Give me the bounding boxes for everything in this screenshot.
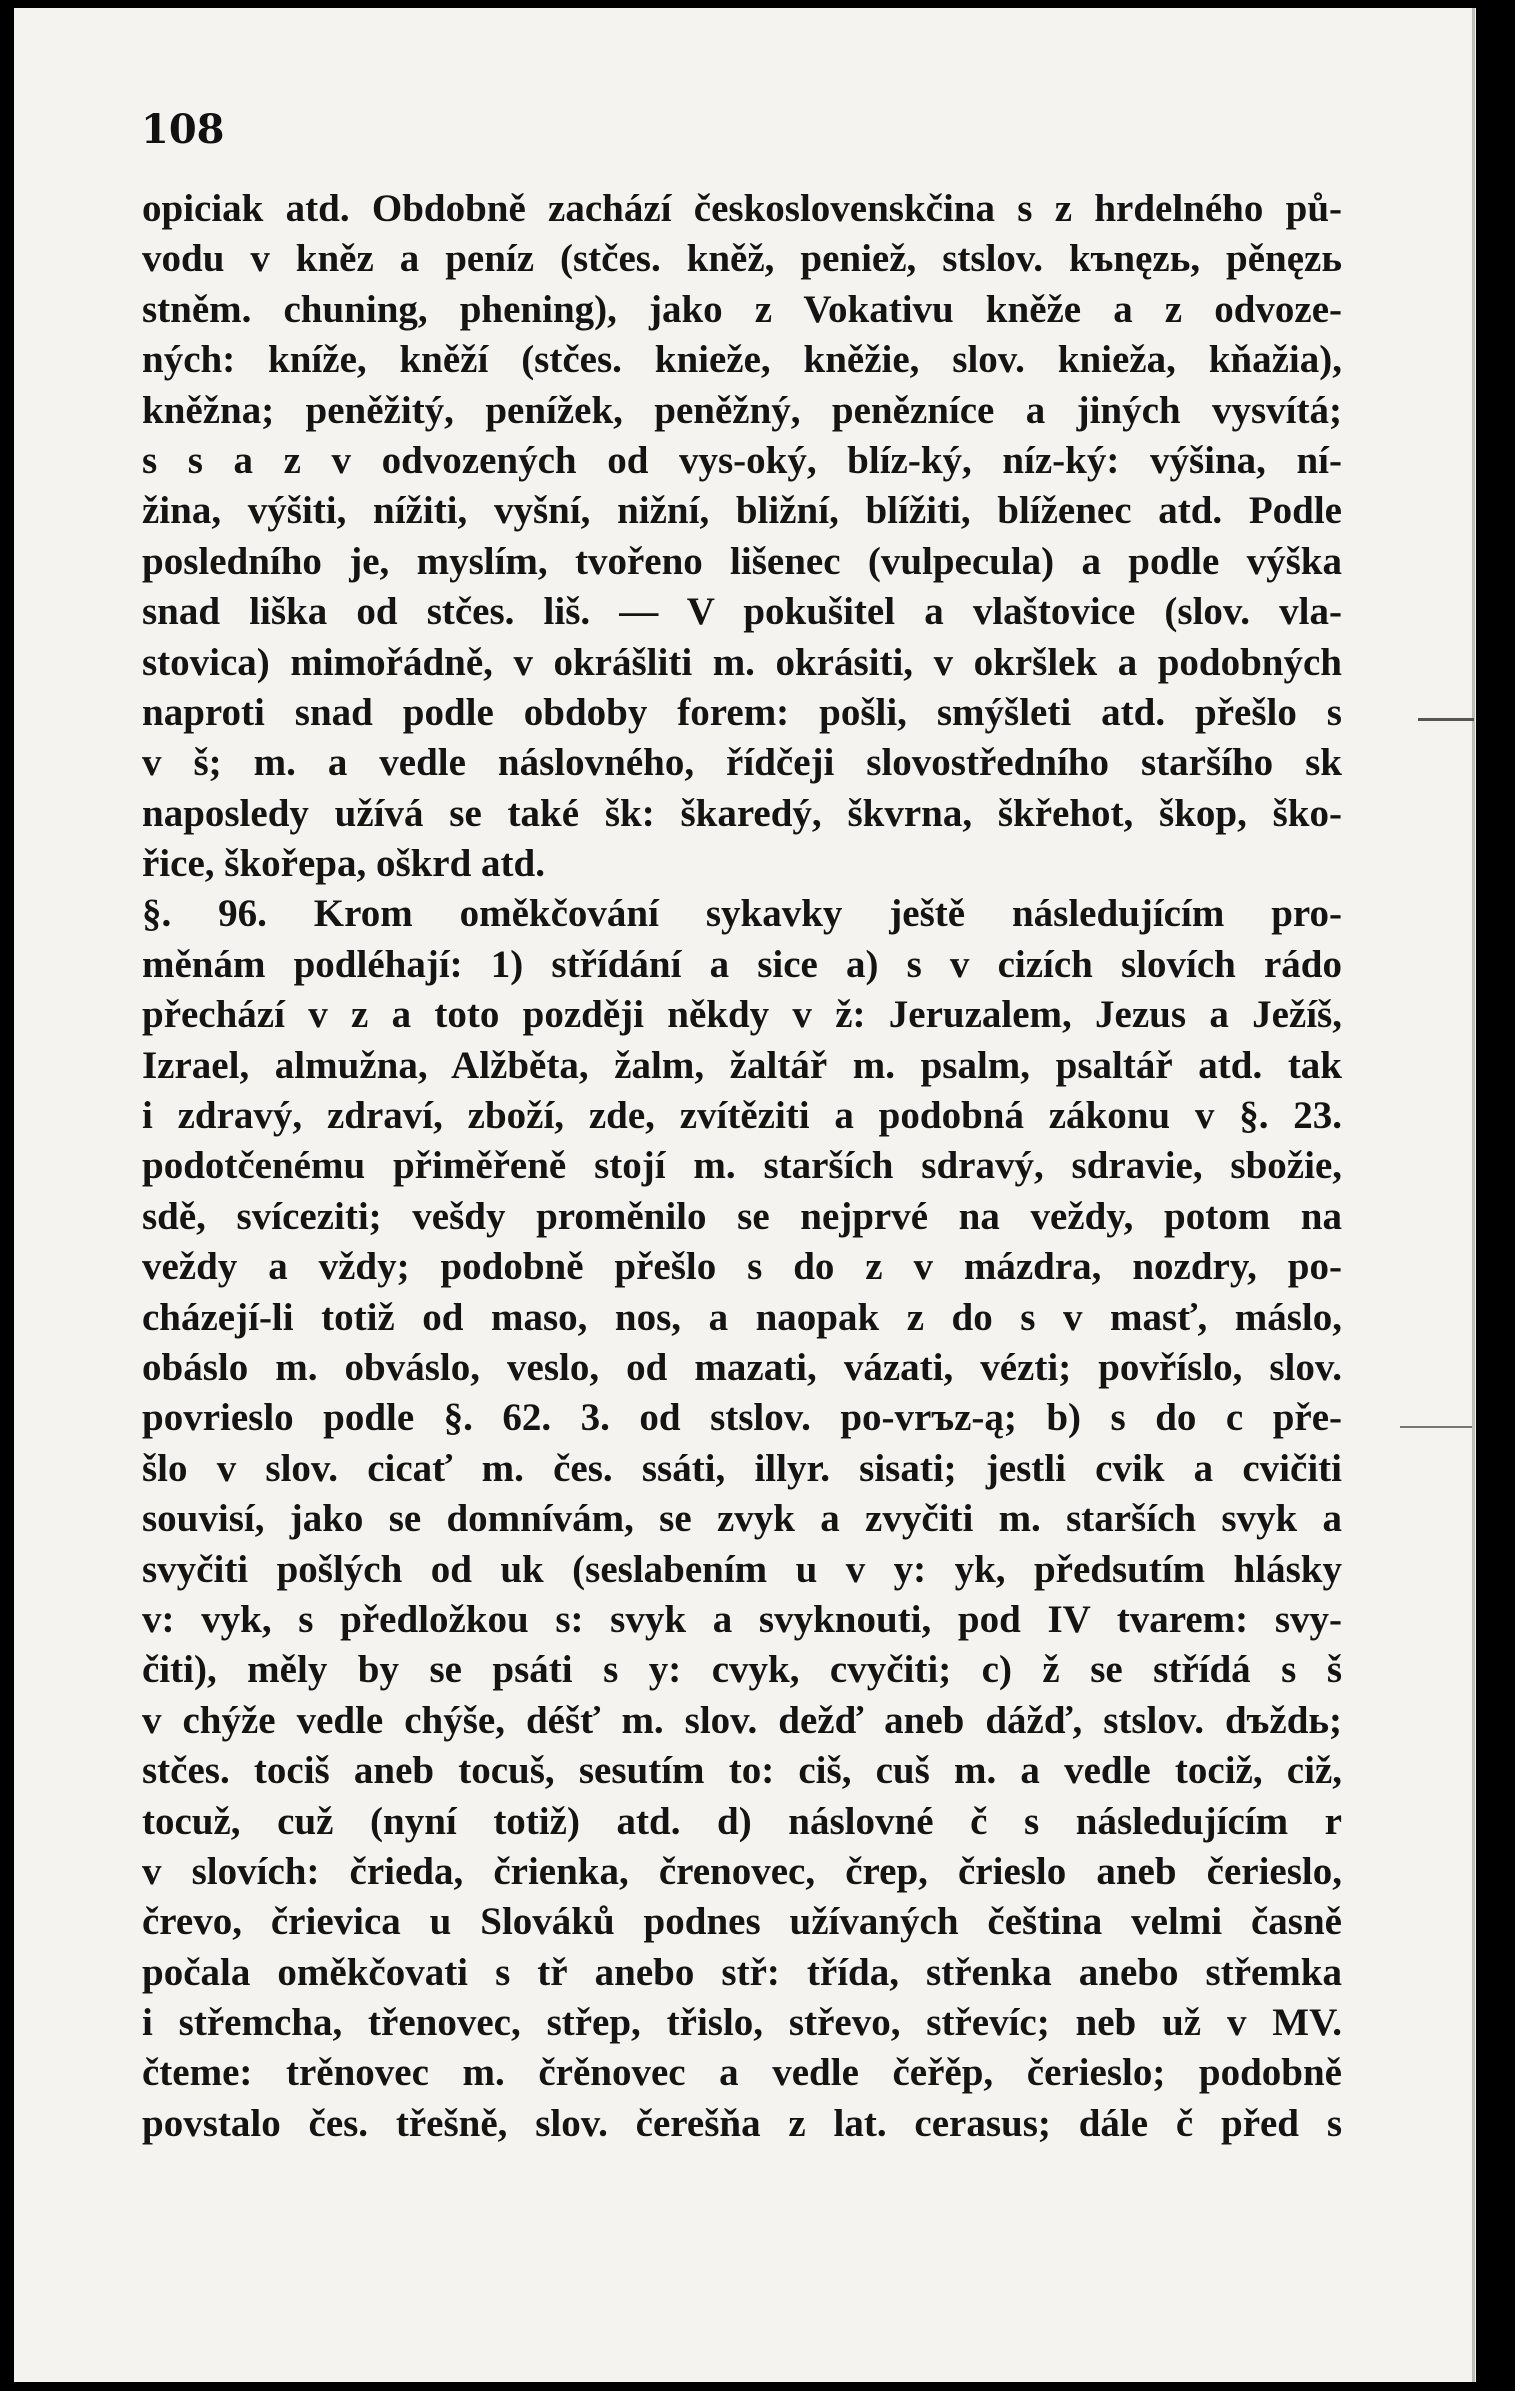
scan-edge-tick bbox=[1418, 718, 1474, 721]
text-line: stovica) mimořádně, v okrášliti m. okrásiti, v okršlek a podobných bbox=[142, 640, 1342, 684]
body-text bbox=[142, 184, 1342, 2149]
text-line: čteme: trěnovec m. črěnovec a vedle čeřěp, čerieslo; podobně bbox=[142, 2051, 1342, 2095]
text-line: posledního je, myslím, tvořeno lišenec (vulpecula) a podle výška bbox=[142, 539, 1342, 583]
text-line: žina, výšiti, nížiti, vyšní, nižní, bližní, blížiti, blíženec atd. Podle bbox=[142, 489, 1342, 533]
text-line: svyčiti pošlých od uk (seslabením u v y: yk, předsutím hlásky bbox=[142, 1547, 1342, 1591]
text-line: vodu v kněz a peníz (stčes. kněž, peniež, stslov. kъnęzь, pěnęzь bbox=[142, 237, 1342, 281]
text-line: naproti snad podle obdoby forem: pošli, smýšleti atd. přešlo s bbox=[142, 690, 1342, 734]
text-line: s s a z v odvozených od vys-oký, blíz-ký, níz-ký: výšina, ní- bbox=[142, 438, 1342, 482]
text-line: v: vyk, s předložkou s: svyk a svyknouti, pod IV tvarem: svy- bbox=[142, 1597, 1342, 1641]
book-page bbox=[14, 8, 1476, 2382]
text-line: přechází v z a toto později někdy v ž: Jeruzalem, Jezus a Ježíš, bbox=[142, 993, 1342, 1037]
text-line: cházejí-li totiž od maso, nos, a naopak z do s v masť, máslo, bbox=[142, 1295, 1342, 1339]
text-line: opiciak atd. Obdobně zachází československčina s z hrdelného pů- bbox=[142, 187, 1342, 230]
text-line: črevo, črievica u Slováků podnes užívaných čeština velmi časně bbox=[142, 1900, 1342, 1944]
text-line: obáslo m. obváslo, veslo, od mazati, vázati, vézti; povříslo, slov. bbox=[142, 1345, 1342, 1389]
text-line: snad liška od stčes. liš. — V pokušitel a vlaštovice (slov. vla- bbox=[142, 590, 1342, 634]
text-line: i střemcha, třenovec, střep, třislo, střevo, střevíc; neb už v MV. bbox=[142, 2001, 1342, 2045]
text-line: veždy a vždy; podobně přešlo s do z v mázdra, nozdry, po- bbox=[142, 1245, 1342, 1289]
text-line: stčes. tociš aneb tocuš, sesutím to: ciš, cuš m. a vedle tociž, ciž, bbox=[142, 1749, 1342, 1793]
text-line: ných: kníže, kněží (stčes. knieže, kněžie, slov. knieža, kňažia), bbox=[142, 338, 1342, 382]
text-line: počala oměkčovati s tř anebo stř: třída, střenka anebo střemka bbox=[142, 1950, 1342, 1994]
text-line: Izrael, almužna, Alžběta, žalm, žaltář m. psalm, psaltář atd. tak bbox=[142, 1043, 1342, 1087]
scan-edge-tick bbox=[1400, 1426, 1472, 1428]
text-line: podotčenému přiměřeně stojí m. starších sdravý, sdravie, sbožie, bbox=[142, 1144, 1342, 1188]
text-line: naposledy užívá se také šk: škaredý, škvrna, škřehot, škop, ško- bbox=[142, 791, 1342, 835]
text-line: povrieslo podle §. 62. 3. od stslov. po-vrъz-ą; b) s do c pře- bbox=[142, 1396, 1342, 1440]
text-line: stněm. chuning, phening), jako z Vokativu kněže a z odvoze- bbox=[142, 287, 1342, 331]
text-line: šlo v slov. cicať m. čes. ssáti, illyr. sisati; jestli cvik a cvičiti bbox=[142, 1446, 1342, 1490]
text-line: §. 96. Krom oměkčování sykavky ještě následujícím pro- bbox=[142, 892, 1342, 936]
text-line: řice, škořepa, oškrd atd. bbox=[142, 842, 545, 886]
text-line: souvisí, jako se domnívám, se zvyk a zvyčiti m. starších svyk a bbox=[142, 1497, 1342, 1541]
text-line: měnám podléhají: 1) střídání a sice a) s v cizích slovích rádo bbox=[142, 942, 1342, 986]
scan-edge-line bbox=[1472, 8, 1475, 2382]
text-line: čiti), měly by se psáti s y: cvyk, cvyčiti; c) ž se střídá s š bbox=[142, 1648, 1342, 1692]
text-line: v chýže vedle chýše, déšť m. slov. dežď aneb dážď, stslov. dъždь; bbox=[142, 1698, 1342, 1742]
text-line: povstalo čes. třešně, slov. čerešňa z lat. cerasus; dále č před s bbox=[142, 2101, 1342, 2145]
page-number: 108 bbox=[141, 106, 225, 153]
text-line: kněžna; peněžitý, penížek, peněžný, penězníce a jiných vysvítá; bbox=[142, 388, 1342, 432]
text-line: tocuž, cuž (nyní totiž) atd. d) náslovné č s následujícím r bbox=[142, 1799, 1342, 1843]
text-line: v š; m. a vedle náslovného, řídčeji slovostředního staršího sk bbox=[142, 741, 1342, 785]
text-line: sdě, svíceziti; vešdy proměnilo se nejprvé na veždy, potom na bbox=[142, 1194, 1342, 1238]
text-line: i zdravý, zdraví, zboží, zde, zvítěziti a podobná zákonu v §. 23. bbox=[142, 1094, 1342, 1138]
text-line: v slovích: črieda, črienka, črenovec, črep, črieslo aneb čerieslo, bbox=[142, 1849, 1342, 1893]
